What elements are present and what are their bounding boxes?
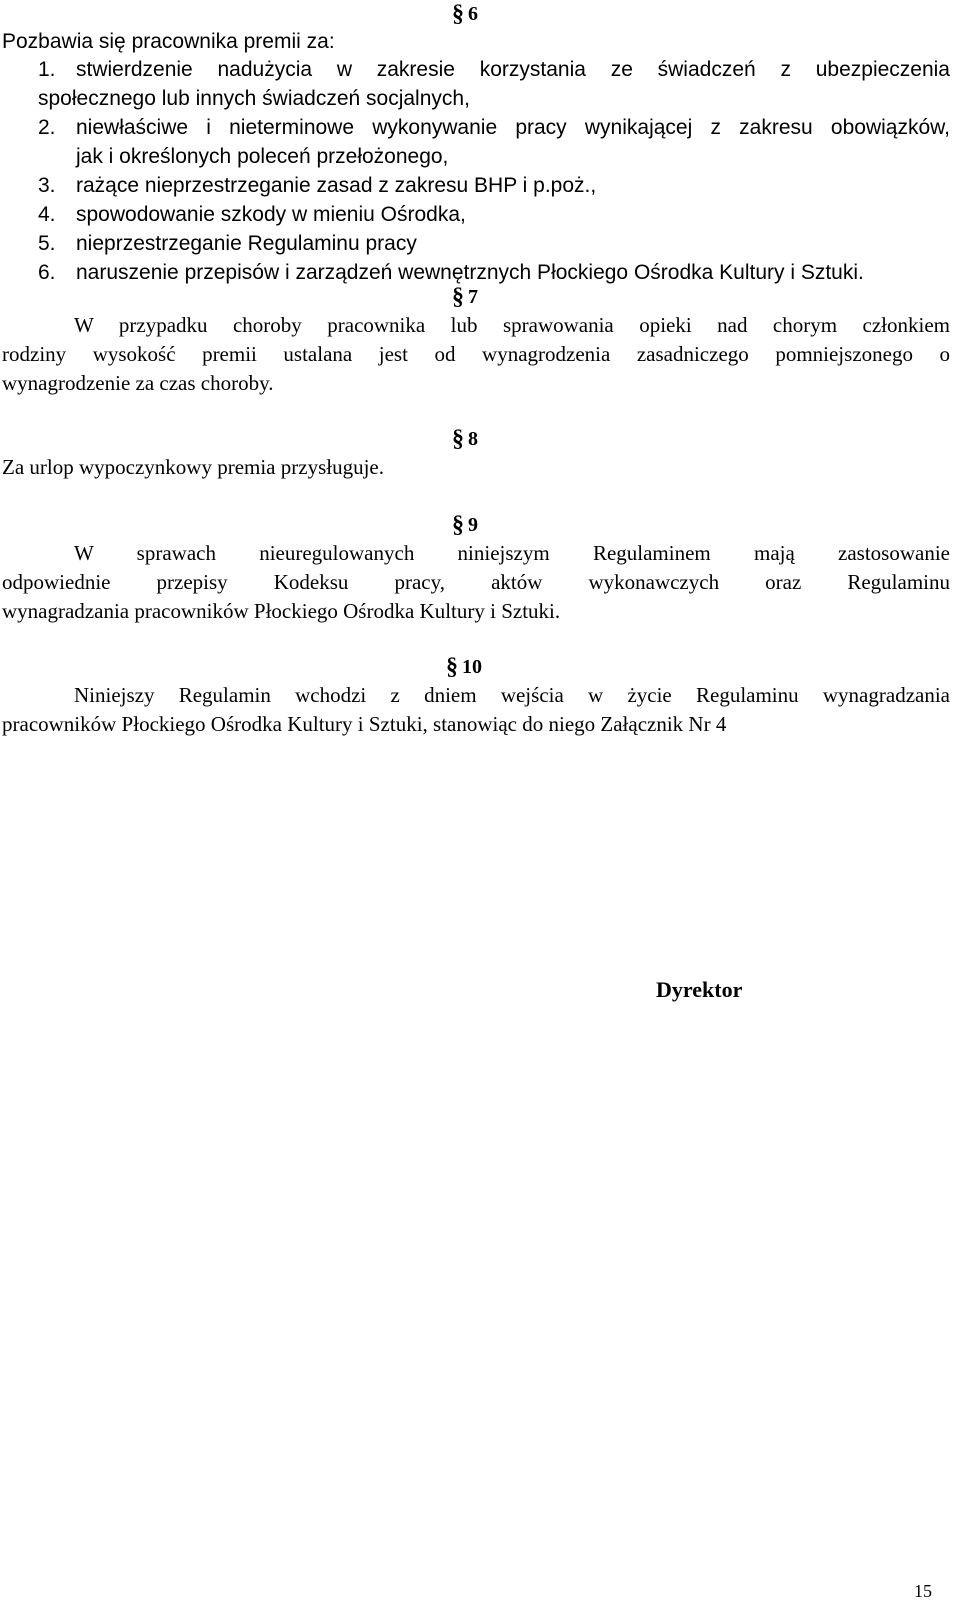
list-item-text-cont: społecznego lub innych świadczeń socjalnych, <box>38 87 470 110</box>
section-symbol: § <box>452 426 464 452</box>
list-item-text-cont: jak i określonych poleceń przełożonego, <box>76 145 449 168</box>
page-number: 15 <box>914 1581 932 1601</box>
section-10-paragraph <box>2 681 950 739</box>
paragraph-line: W przypadku choroby pracownika lub sprawowania opieki nad chorym członkiem <box>74 313 950 337</box>
section-number: 9 <box>468 514 478 536</box>
section-number: 7 <box>468 286 478 308</box>
paragraph-line: W sprawach nieuregulowanych niniejszym Regulaminem mają zastosowanie <box>74 541 950 565</box>
section-number: 8 <box>468 428 478 450</box>
list-item-number: 4. <box>38 203 56 226</box>
list-item-number: 1. <box>38 58 56 81</box>
paragraph-line: pracowników Płockiego Ośrodka Kultury i Sztuki, stanowiąc do niego Załącznik Nr 4 <box>2 712 727 736</box>
list-item-text: stwierdzenie nadużycia w zakresie korzystania ze świadczeń z ubezpieczenia <box>76 58 950 81</box>
list-item <box>38 171 950 200</box>
list-item <box>38 200 950 229</box>
section-number: 6 <box>468 3 478 25</box>
paragraph-line: Niniejszy Regulamin wchodzi z dniem wejścia w życie Regulaminu wynagradzania <box>74 683 950 707</box>
section-symbol: § <box>452 284 464 310</box>
section-8-paragraph: Za urlop wypoczynkowy premia przysługuje. <box>2 455 384 479</box>
list-item-text: niewłaściwe i nieterminowe wykonywanie pracy wynikającej z zakresu obowiązków, <box>76 116 950 139</box>
section-9-paragraph <box>2 539 950 626</box>
section-symbol: § <box>452 512 464 538</box>
section-8-heading <box>452 427 478 451</box>
list-item <box>38 229 950 258</box>
list-item-text: spowodowanie szkody w mieniu Ośrodka, <box>76 203 466 226</box>
section-6-heading <box>452 2 478 26</box>
list-item-number: 3. <box>38 174 56 197</box>
section-7-heading <box>452 285 478 309</box>
list-item-number: 6. <box>38 261 56 284</box>
section-7-paragraph <box>2 311 950 398</box>
paragraph-line: odpowiednie przepisy Kodeksu pracy, aktów wykonawczych oraz Regulaminu <box>2 570 950 594</box>
list-item <box>38 113 950 171</box>
paragraph-line: wynagrodzenie za czas choroby. <box>2 371 274 395</box>
list-item-number: 2. <box>38 116 56 139</box>
section-6-intro: Pozbawia się pracownika premii za: <box>2 30 335 53</box>
signature-label: Dyrektor <box>656 977 743 1002</box>
list-item <box>38 258 950 287</box>
list-item-text: rażące nieprzestrzeganie zasad z zakresu BHP i p.poż., <box>76 174 597 197</box>
section-symbol: § <box>452 1 464 27</box>
section-10-heading <box>446 655 482 679</box>
list-item-number: 5. <box>38 232 56 255</box>
section-6-list <box>38 55 950 287</box>
paragraph-line: rodziny wysokość premii ustalana jest od wynagrodzenia zasadniczego pomniejszonego o <box>2 342 950 366</box>
section-symbol: § <box>446 654 458 680</box>
section-number: 10 <box>462 656 482 678</box>
list-item-text: naruszenie przepisów i zarządzeń wewnętrznych Płockiego Ośrodka Kultury i Sztuki. <box>76 261 864 284</box>
paragraph-line: wynagradzania pracowników Płockiego Ośrodka Kultury i Sztuki. <box>2 599 561 623</box>
list-item-text: nieprzestrzeganie Regulaminu pracy <box>76 232 417 255</box>
section-9-heading <box>452 513 478 537</box>
list-item <box>38 55 950 113</box>
